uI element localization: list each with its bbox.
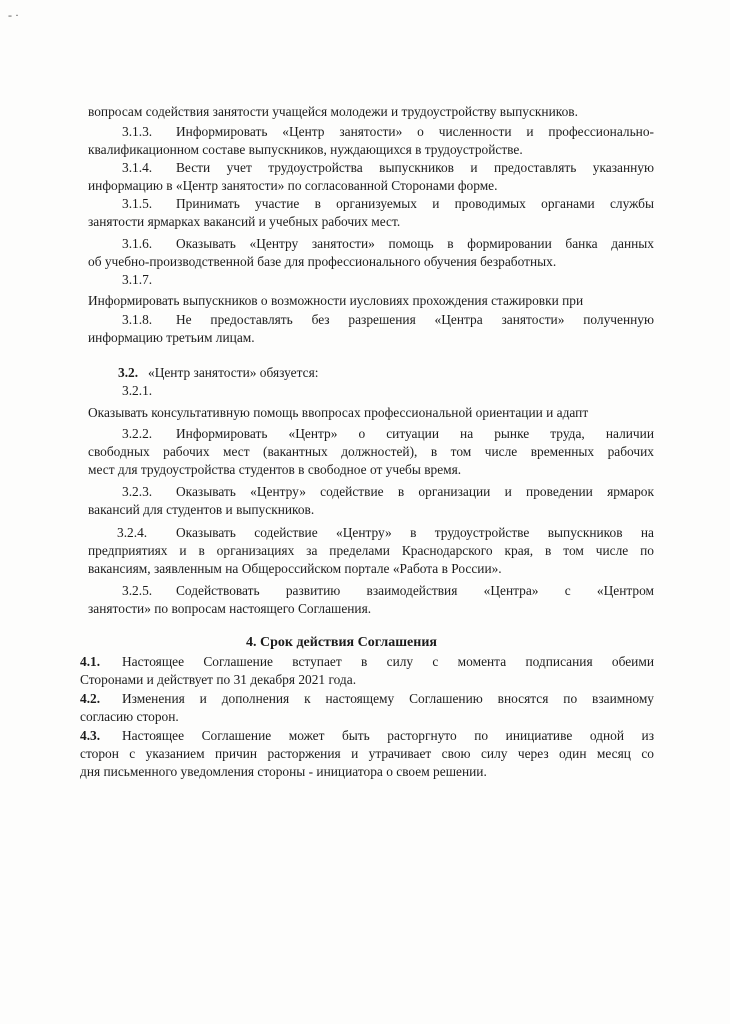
clause-3-2-4-line-3: вакансиям, заявленным на Общероссийском портале «Работа в России». [88, 561, 502, 576]
clause-3-1-intro-tail: вопросам содействия занятости учащейся молодежи и трудоустройству выпускников. [88, 104, 578, 119]
clause-3-2-5-line-2: занятости» по вопросам настоящего Соглашения. [88, 601, 372, 616]
clause-3-1-5-line-1: Принимать участие в организуемых и проводимых органами службы [176, 196, 654, 211]
clause-4-2-line-1: Изменения и дополнения к настоящему Соглашению вносятся по взаимному [122, 691, 654, 706]
clause-3-2-5-number: 3.2.5. [122, 583, 153, 598]
clause-4-3-line-1: Настоящее Соглашение может быть расторгнуто по инициативе одной из [122, 728, 654, 743]
clause-3-1-8-line-1: Не предоставлять без разрешения «Центра занятости» полученную [176, 312, 654, 327]
clause-3-2-2-line-3: мест для трудоустройства студентов в свободное от учебы время. [88, 462, 462, 477]
clause-3-2-4-number: 3.2.4. [117, 525, 148, 540]
clause-3-1-6-number: 3.1.6. [122, 236, 153, 251]
clause-3-1-6-line-2: об учебно-производственной базе для профессионального обучения безработных. [88, 254, 557, 269]
clause-3-2-3-line-2: вакансий для студентов и выпускников. [88, 502, 315, 517]
clause-3-1-7-number: 3.1.7. [122, 272, 153, 287]
clause-4-1-line-1: Настоящее Соглашение вступает в силу с момента подписания обеими [122, 654, 654, 669]
clause-4-2-line-2: согласию сторон. [80, 709, 179, 724]
section-4-heading: 4. Срок действия Соглашения [246, 635, 437, 650]
clause-3-2-2-number: 3.2.2. [122, 426, 153, 441]
clause-3-2-5-line-1: Содействовать развитию взаимодействия «Центра» с «Центром [176, 583, 654, 598]
clause-3-2-2-line-1: Информировать «Центр» о ситуации на рынке труда, наличии [176, 426, 654, 441]
scan-corner-marks: - · [8, 8, 19, 22]
clause-4-2-number: 4.2. [80, 691, 101, 706]
clause-3-1-8-line-2: информацию третьим лицам. [88, 330, 255, 345]
clause-3-1-6-line-1: Оказывать «Центру занятости» помощь в формировании банка данных [176, 236, 654, 251]
clause-3-1-5-line-2: занятости ярмарках вакансий и учебных рабочих мест. [88, 214, 401, 229]
clause-3-1-5-number: 3.1.5. [122, 196, 153, 211]
clause-3-1-3-line-2: квалификационном составе выпускников, нуждающихся в трудоустройстве. [88, 142, 523, 157]
clause-3-1-8-number: 3.1.8. [122, 312, 153, 327]
clause-3-1-7-line-1: Информировать выпускников о возможности иусловиях прохождения стажировки при [88, 293, 584, 308]
clause-3-2-4-line-1: Оказывать содействие «Центру» в трудоустройстве выпускников на [176, 525, 654, 540]
clause-3-2-3-number: 3.2.3. [122, 484, 153, 499]
clause-3-1-4-number: 3.1.4. [122, 160, 153, 175]
clause-4-1-line-2: Сторонами и действует по 31 декабря 2021 года. [80, 672, 357, 687]
clause-3-2-2-line-2: свободных рабочих мест (вакантных должностей), в том числе временных рабочих [88, 444, 654, 459]
clause-4-3-line-3: дня письменного уведомления стороны - инициатора о своем решении. [80, 764, 487, 779]
clause-3-1-3-number: 3.1.3. [122, 124, 153, 139]
clause-3-2-title: «Центр занятости» обязуется: [148, 365, 319, 380]
clause-3-2-1-number: 3.2.1. [122, 383, 153, 398]
clause-4-1-number: 4.1. [80, 654, 101, 669]
clause-3-2-1-line-1: Оказывать консультативную помощь ввопросах профессиональной ориентации и адапт [88, 405, 589, 420]
clause-3-2-number: 3.2. [118, 365, 139, 380]
clause-3-1-4-line-2: информацию в «Центр занятости» по согласованной Сторонами форме. [88, 178, 498, 193]
clause-4-3-number: 4.3. [80, 728, 101, 743]
clause-3-2-4-line-2: предприятиях и в организациях за пределами Краснодарского края, в том числе по [88, 543, 654, 558]
clause-3-1-4-line-1: Вести учет трудоустройства выпускников и предоставлять указанную [176, 160, 654, 175]
clause-3-1-3-line-1: Информировать «Центр занятости» о численности и профессионально- [176, 124, 654, 139]
clause-3-2-3-line-1: Оказывать «Центру» содействие в организации и проведении ярмарок [176, 484, 654, 499]
clause-4-3-line-2: сторон с указанием причин расторжения и утрачивает свою силу через один месяц со [80, 746, 654, 761]
